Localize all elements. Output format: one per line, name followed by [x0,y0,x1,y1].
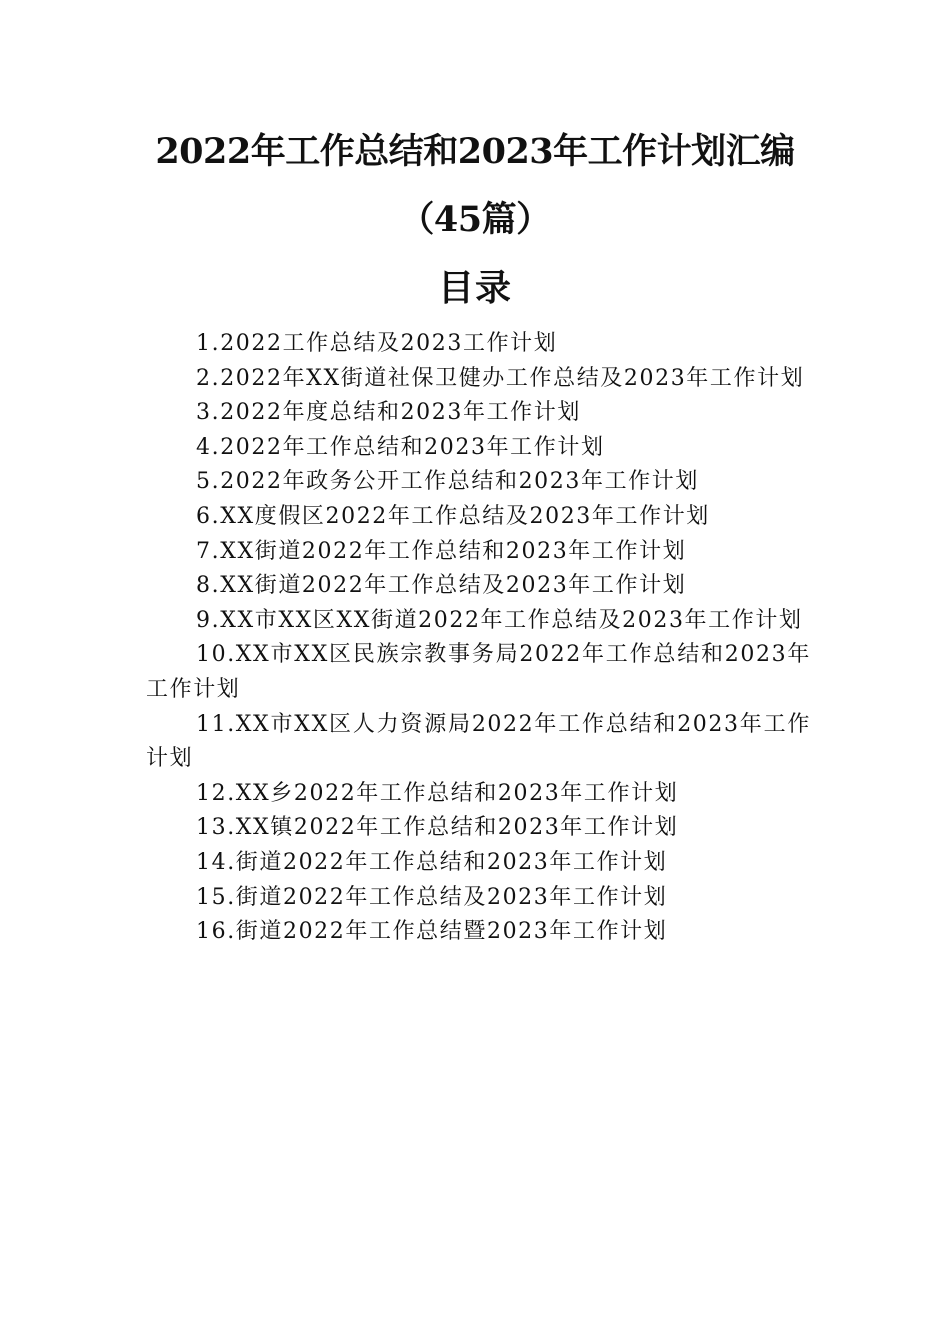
toc-item: 5.2022年政务公开工作总结和2023年工作计划 [196,469,699,495]
toc-item: 7.XX街道2022年工作总结和2023年工作计划 [196,538,687,564]
toc-item: 6.XX度假区2022年工作总结及2023年工作计划 [196,503,710,529]
toc-item: 3.2022年度总结和2023年工作计划 [196,400,581,426]
table-of-contents [146,327,811,950]
toc-item: 8.XX街道2022年工作总结及2023年工作计划 [196,573,687,599]
toc-item: 10.XX市XX区民族宗教事务局2022年工作总结和2023年工作计划 [146,642,811,702]
toc-item: 15.街道2022年工作总结及2023年工作计划 [196,884,668,910]
toc-item: 14.街道2022年工作总结和2023年工作计划 [196,849,668,875]
toc-item: 12.XX乡2022年工作总结和2023年工作计划 [196,780,679,806]
toc-item: 16.街道2022年工作总结暨2023年工作计划 [196,919,668,945]
toc-item: 13.XX镇2022年工作总结和2023年工作计划 [196,815,679,841]
toc-item: 11.XX市XX区人力资源局2022年工作总结和2023年工作计划 [146,711,811,772]
toc-heading: 目录 [437,267,512,309]
toc-item: 9.XX市XX区XX街道2022年工作总结及2023年工作计划 [196,607,803,633]
document-title: 2022年工作总结和2023年工作计划汇编 [155,131,795,172]
toc-item: 2.2022年XX街道社保卫健办工作总结及2023年工作计划 [196,365,805,391]
document-subtitle: （45篇） [399,199,551,240]
toc-item: 1.2022工作总结及2023工作计划 [196,331,558,356]
toc-item: 4.2022年工作总结和2023年工作计划 [196,434,605,460]
